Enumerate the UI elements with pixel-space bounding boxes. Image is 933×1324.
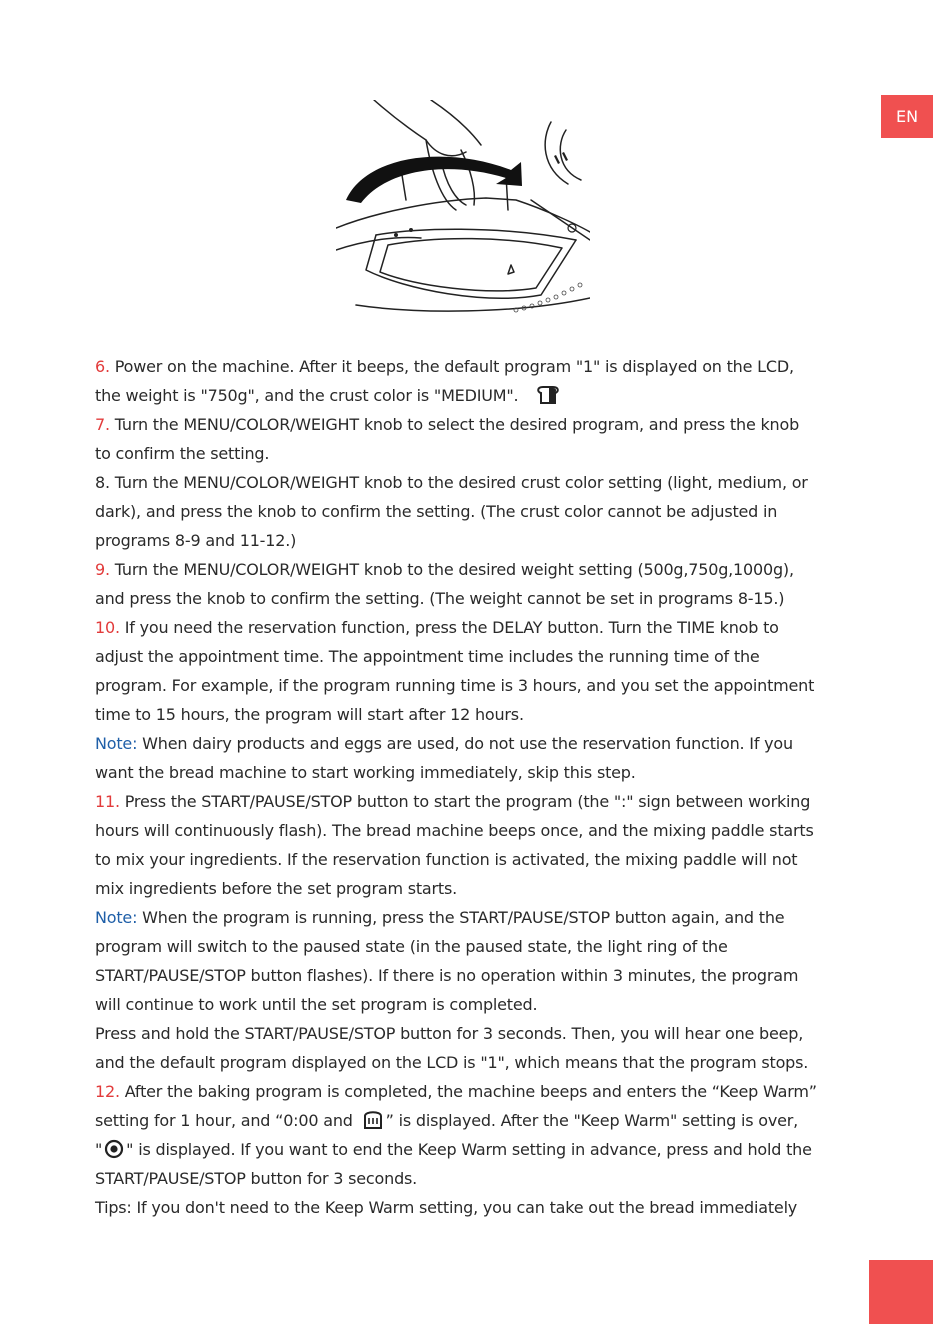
step-number: 6. [95,357,110,376]
text-line: and the default program displayed on the LCD is "1", which means that the program stops. [95,1053,809,1072]
text-line: setting for 1 hour, and “0:00 and ” is displayed. After the "Keep Warm" setting is over, [95,1106,840,1135]
step-number: 11. [95,792,120,811]
step-number: 9. [95,560,110,579]
text-line: START/PAUSE/STOP button for 3 seconds. [95,1169,418,1188]
text-line: Tips: If you don't need to the Keep Warm setting, you can take out the bread immediately [95,1198,798,1217]
page-corner-block [869,1260,933,1324]
text-line: 7. Turn the MENU/COLOR/WEIGHT knob to select the desired program, and press the knob [95,415,800,434]
text-line: hours will continuously flash). The bread machine beeps once, and the mixing paddle starts [95,821,814,840]
text-line: " " is displayed. If you want to end the Keep Warm setting in advance, press and hold the [95,1140,812,1159]
text-line: dark), and press the knob to confirm the setting. (The crust color cannot be adjusted in [95,502,778,521]
text-line: 9. Turn the MENU/COLOR/WEIGHT knob to the desired weight setting (500g,750g,1000g), [95,560,794,579]
text-line: program will switch to the paused state (in the paused state, the light ring of the [95,937,728,956]
text-line: the weight is "750g", and the crust color is "MEDIUM". [95,381,840,410]
text-line: Note: When dairy products and eggs are used, do not use the reservation function. If you [95,734,793,753]
keep-warm-icon [362,1108,384,1130]
text-line: mix ingredients before the set program starts. [95,879,458,898]
step-number: 7. [95,415,110,434]
note-label: Note: [95,908,138,927]
bread-loaf-icon [535,385,561,405]
text-line: 10. If you need the reservation function, press the DELAY button. Turn the TIME knob to [95,618,779,637]
language-label: EN [895,107,919,126]
instructions-text [95,352,840,1222]
text-line: program. For example, if the program running time is 3 hours, and you set the appointment [95,676,815,695]
text-line: 11. Press the START/PAUSE/STOP button to start the program (the ":" sign between working [95,792,811,811]
text-line: Press and hold the START/PAUSE/STOP button for 3 seconds. Then, you will hear one beep, [95,1024,804,1043]
language-tab [881,95,933,138]
step-number: 12. [95,1082,120,1101]
note-label: Note: [95,734,138,753]
text-line: to mix your ingredients. If the reservation function is activated, the mixing paddle will not [95,850,798,869]
power-circle-icon [104,1139,124,1159]
text-line: to confirm the setting. [95,444,270,463]
step-number: 10. [95,618,120,637]
text-line: want the bread machine to start working immediately, skip this step. [95,763,636,782]
text-line: 6. Power on the machine. After it beeps, the default program "1" is displayed on the LCD, [95,357,794,376]
bread-pan-illustration [336,100,590,316]
text-line: Note: When the program is running, press the START/PAUSE/STOP button again, and the [95,908,785,927]
text-line: will continue to work until the set program is completed. [95,995,538,1014]
text-line: START/PAUSE/STOP button flashes). If there is no operation within 3 minutes, the program [95,966,799,985]
text-line: adjust the appointment time. The appointment time includes the running time of the [95,647,760,666]
text-line: time to 15 hours, the program will start after 12 hours. [95,705,524,724]
text-line: programs 8-9 and 11-12.) [95,531,297,550]
text-line: 8. Turn the MENU/COLOR/WEIGHT knob to the desired crust color setting (light, medium, or [95,473,808,492]
text-line: 12. After the baking program is completed, the machine beeps and enters the “Keep Warm” [95,1082,817,1101]
text-line: and press the knob to confirm the setting. (The weight cannot be set in programs 8-15.) [95,589,785,608]
